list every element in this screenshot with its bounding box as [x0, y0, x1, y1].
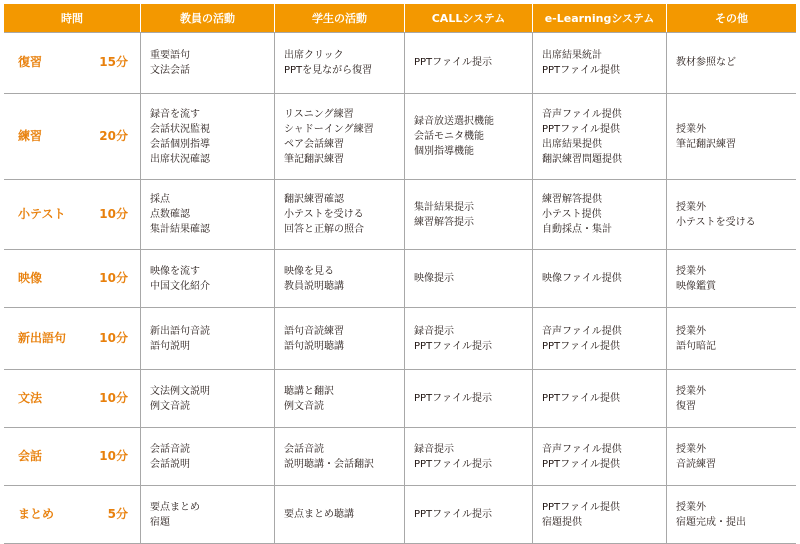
table-row	[4, 250, 796, 308]
cell-line: 授業外	[676, 385, 706, 397]
cell-line: 映像提示	[414, 273, 454, 284]
cell-line: 会話音読	[150, 443, 190, 455]
table-row	[4, 370, 796, 428]
cell-line: 映像ファイル提供	[542, 273, 622, 284]
cell-line: PPTファイル提供	[542, 501, 620, 513]
time-cell	[4, 428, 141, 485]
segment-duration: 10分	[99, 271, 128, 285]
cell-line: 授業外	[676, 325, 706, 337]
elearning-cell	[533, 180, 667, 249]
cell-line: 語句説明聴講	[284, 340, 344, 352]
table-row	[4, 32, 796, 94]
call-cell	[405, 94, 533, 179]
cell-line: 映像を見る	[284, 265, 334, 277]
cell-line: 要点まとめ	[150, 501, 200, 513]
cell-line: ペア会話練習	[284, 138, 344, 150]
cell-line: PPTファイル提供	[542, 123, 620, 135]
cell-line: 授業外	[676, 501, 706, 513]
student-cell	[275, 32, 405, 93]
cell-line: 語句説明	[150, 340, 190, 352]
cell-line: PPTファイル提供	[542, 340, 620, 352]
cell-line: 重要語句	[150, 49, 190, 61]
cell-line: 集計結果提示	[414, 201, 474, 213]
other-cell	[667, 308, 796, 369]
student-cell	[275, 250, 405, 307]
cell-line: PPTファイル提示	[414, 57, 492, 68]
call-cell	[405, 308, 533, 369]
teacher-cell	[141, 308, 275, 369]
time-cell	[4, 250, 141, 307]
cell-line: 例文音読	[150, 400, 190, 412]
table-row	[4, 94, 796, 180]
student-cell	[275, 94, 405, 179]
cell-line: 授業外	[676, 201, 706, 213]
cell-line: PPTファイル提示	[414, 340, 492, 352]
elearning-cell	[533, 32, 667, 93]
segment-duration: 20分	[99, 129, 128, 143]
elearning-cell	[533, 94, 667, 179]
cell-line: 会話説明	[150, 458, 190, 470]
segment-duration: 10分	[99, 331, 128, 345]
cell-line: 音声ファイル提供	[542, 443, 622, 455]
cell-line: PPTファイル提供	[542, 458, 620, 470]
cell-line: 説明聴講・会話翻訳	[284, 458, 374, 470]
cell-line: 授業外	[676, 265, 706, 277]
cell-line: 授業外	[676, 123, 706, 135]
cell-line: 自動採点・集計	[542, 224, 612, 235]
time-cell	[4, 486, 141, 543]
student-cell	[275, 370, 405, 427]
cell-line: 音声ファイル提供	[542, 325, 622, 337]
other-cell	[667, 180, 796, 249]
cell-line: 筆記翻訳練習	[676, 138, 736, 150]
cell-line: 会話モニタ機能	[414, 131, 484, 142]
cell-line: 筆記翻訳練習	[284, 153, 344, 165]
cell-line: 練習解答提供	[542, 194, 602, 205]
teacher-cell	[141, 32, 275, 93]
cell-line: 復習	[676, 400, 696, 412]
cell-line: 録音提示	[414, 325, 454, 337]
call-cell	[405, 428, 533, 485]
cell-line: PPTファイル提供	[542, 393, 620, 404]
time-cell	[4, 94, 141, 179]
cell-line: PPTファイル提供	[542, 64, 620, 76]
student-cell	[275, 486, 405, 543]
cell-line: 翻訳練習問題提供	[542, 153, 622, 165]
header-student: 学生の活動	[275, 4, 405, 32]
cell-line: 小テストを受ける	[284, 209, 364, 220]
header-time: 時間	[4, 4, 141, 32]
cell-line: 映像鑑賞	[676, 280, 716, 292]
segment-name: 復習	[18, 55, 43, 69]
segment-name: 会話	[18, 449, 43, 463]
segment-duration: 10分	[99, 207, 128, 221]
teacher-cell	[141, 180, 275, 249]
table-row	[4, 486, 796, 544]
cell-line: 小テスト提供	[542, 209, 602, 220]
time-cell	[4, 180, 141, 249]
cell-line: 教員説明聴講	[284, 280, 344, 292]
cell-line: 要点まとめ聴講	[284, 509, 354, 520]
table-row	[4, 180, 796, 250]
cell-line: シャドーイング練習	[284, 123, 374, 135]
cell-line: 出席結果提供	[542, 138, 602, 150]
header-teacher: 教員の活動	[141, 4, 275, 32]
call-cell	[405, 370, 533, 427]
cell-line: 文法会話	[150, 64, 190, 76]
segment-name: まとめ	[18, 507, 55, 521]
time-cell	[4, 370, 141, 427]
segment-duration: 5分	[107, 507, 128, 521]
elearning-cell	[533, 428, 667, 485]
segment-name: 映像	[18, 271, 43, 285]
cell-line: 翻訳練習確認	[284, 194, 344, 205]
other-cell	[667, 94, 796, 179]
cell-line: 語句暗記	[676, 340, 716, 352]
call-cell	[405, 250, 533, 307]
cell-line: 出席クリック	[284, 49, 344, 61]
segment-name: 練習	[18, 129, 43, 143]
other-cell	[667, 486, 796, 543]
cell-line: 録音を流す	[150, 108, 200, 120]
cell-line: 個別指導機能	[414, 146, 474, 157]
table-row	[4, 428, 796, 486]
elearning-cell	[533, 250, 667, 307]
segment-duration: 10分	[99, 449, 128, 463]
cell-line: 採点	[150, 194, 170, 205]
segment-name: 小テスト	[18, 207, 66, 221]
elearning-cell	[533, 370, 667, 427]
teacher-cell	[141, 486, 275, 543]
call-cell	[405, 486, 533, 543]
other-cell	[667, 428, 796, 485]
cell-line: 聴講と翻訳	[284, 385, 334, 397]
cell-line: 小テストを受ける	[676, 216, 756, 228]
cell-line: 例文音読	[284, 400, 324, 412]
cell-line: 音声ファイル提供	[542, 108, 622, 120]
table-body	[4, 32, 796, 544]
teacher-cell	[141, 428, 275, 485]
student-cell	[275, 428, 405, 485]
cell-line: PPTファイル提示	[414, 509, 492, 520]
cell-line: 録音提示	[414, 443, 454, 455]
cell-line: 回答と正解の照合	[284, 224, 364, 235]
other-cell	[667, 370, 796, 427]
cell-line: 会話個別指導	[150, 138, 210, 150]
cell-line: 会話状況監視	[150, 123, 210, 135]
cell-line: 録音放送選択機能	[414, 116, 494, 127]
header-other: その他	[667, 4, 796, 32]
elearning-cell	[533, 486, 667, 543]
cell-line: 宿題	[150, 516, 170, 528]
cell-line: 音読練習	[676, 458, 716, 470]
teacher-cell	[141, 370, 275, 427]
cell-line: 文法例文説明	[150, 385, 210, 397]
header-elearning: e-Learningシステム	[533, 4, 667, 32]
cell-line: リスニング練習	[284, 108, 354, 120]
cell-line: PPTファイル提示	[414, 458, 492, 470]
lesson-plan-table	[4, 4, 796, 544]
cell-line: 点数確認	[150, 209, 190, 220]
student-cell	[275, 308, 405, 369]
header-rule	[4, 32, 796, 33]
cell-line: 出席結果統計	[542, 49, 602, 61]
teacher-cell	[141, 94, 275, 179]
cell-line: 会話音読	[284, 443, 324, 455]
time-cell	[4, 308, 141, 369]
cell-line: 宿題提供	[542, 516, 582, 528]
cell-line: 映像を流す	[150, 265, 200, 277]
header-call: CALLシステム	[405, 4, 533, 32]
other-cell	[667, 32, 796, 93]
elearning-cell	[533, 308, 667, 369]
segment-duration: 10分	[99, 391, 128, 405]
cell-line: PPTを見ながら復習	[284, 64, 373, 76]
table-row	[4, 308, 796, 370]
time-cell	[4, 32, 141, 93]
cell-line: 教材参照など	[676, 57, 736, 68]
cell-line: 語句音読練習	[284, 325, 344, 337]
cell-line: PPTファイル提示	[414, 393, 492, 404]
cell-line: 宿題完成・提出	[676, 516, 746, 528]
cell-line: 授業外	[676, 443, 706, 455]
student-cell	[275, 180, 405, 249]
teacher-cell	[141, 250, 275, 307]
call-cell	[405, 32, 533, 93]
segment-name: 文法	[18, 391, 43, 405]
table-header	[4, 4, 796, 32]
cell-line: 新出語句音読	[150, 325, 210, 337]
cell-line: 集計結果確認	[150, 224, 210, 235]
cell-line: 出席状況確認	[150, 153, 210, 165]
other-cell	[667, 250, 796, 307]
segment-duration: 15分	[99, 55, 128, 69]
segment-name: 新出語句	[18, 331, 67, 345]
call-cell	[405, 180, 533, 249]
cell-line: 中国文化紹介	[150, 280, 210, 292]
cell-line: 練習解答提示	[414, 216, 474, 228]
